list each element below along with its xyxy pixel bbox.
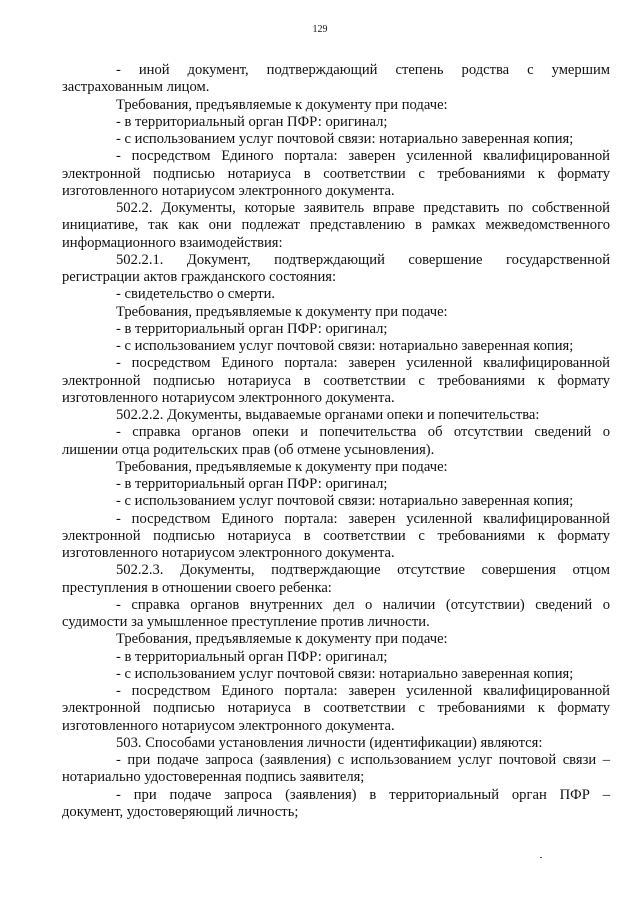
paragraph xyxy=(62,62,610,97)
text-line: - посредством Единого портала: заверен усиленной квалифицированной xyxy=(116,355,610,372)
text-line: электронной подписью нотариуса в соответствии с требованиями к формату xyxy=(62,527,610,544)
document-body xyxy=(62,62,610,821)
paragraph xyxy=(62,649,610,666)
text-line: информационного взаимодействия: xyxy=(62,234,283,251)
text-line: - иной документ, подтверждающий степень родства с умершим xyxy=(116,62,610,78)
text-line: документ, удостоверяющий личность; xyxy=(62,803,299,820)
text-line: - с использованием услуг почтовой связи: нотариально заверенная копия; xyxy=(116,493,574,510)
text-line: 503. Способами установления личности (идентификации) являются: xyxy=(116,734,543,751)
text-line: - свидетельство о смерти. xyxy=(116,286,276,303)
text-line: - при подаче запроса (заявления) в территориальный орган ПФР – xyxy=(116,786,610,803)
page-number: 129 xyxy=(312,24,328,35)
text-line: - при подаче запроса (заявления) с использованием услуг почтовой связи – xyxy=(116,752,610,768)
paragraph xyxy=(62,355,610,407)
text-line: застрахованным лицом. xyxy=(62,79,210,96)
text-line: - в территориальный орган ПФР: оригинал; xyxy=(116,476,388,492)
text-line: - посредством Единого портала: заверен усиленной квалифицированной xyxy=(116,683,610,699)
text-line: - с использованием услуг почтовой связи: нотариально заверенная копия; xyxy=(116,338,574,354)
paragraph xyxy=(62,597,610,632)
paragraph xyxy=(62,752,610,787)
text-line: - посредством Единого портала: заверен усиленной квалифицированной xyxy=(116,510,610,527)
text-line: - с использованием услуг почтовой связи: нотариально заверенная копия; xyxy=(116,665,574,682)
text-line: изготовленного нотариусом электронного документа. xyxy=(62,389,395,406)
text-line: лишении отца родительских прав (об отмене усыновления). xyxy=(62,441,435,458)
paragraph xyxy=(62,321,610,338)
text-line: 502.2.2. Документы, выдаваемые органами опеки и попечительства: xyxy=(116,407,540,423)
paragraph xyxy=(62,131,610,148)
text-line: - в территориальный орган ПФР: оригинал; xyxy=(116,320,388,337)
text-line: - справка органов опеки и попечительства об отсутствии сведений о xyxy=(116,424,610,441)
text-line: инициативе, так как они подлежат представлению в рамках межведомственного xyxy=(62,217,610,234)
text-line: 502.2.1. Документ, подтверждающий совершение государственной xyxy=(116,251,610,268)
paragraph xyxy=(62,511,610,563)
paragraph xyxy=(62,459,610,476)
text-line: преступления в отношении своего ребенка: xyxy=(62,579,332,596)
scan-speck xyxy=(540,857,542,858)
text-line: - с использованием услуг почтовой связи: нотариально заверенная копия; xyxy=(116,131,574,147)
text-line: изготовленного нотариусом электронного документа. xyxy=(62,545,395,561)
paragraph xyxy=(62,304,610,321)
text-line: электронной подписью нотариуса в соответствии с требованиями к формату xyxy=(62,165,610,182)
paragraph xyxy=(62,97,610,114)
text-line: Требования, предъявляемые к документу при подаче: xyxy=(116,303,448,320)
text-line: 502.2. Документы, которые заявитель вправе представить по собственной xyxy=(116,200,610,216)
text-line: Требования, предъявляемые к документу при подаче: xyxy=(116,458,448,475)
text-line: - посредством Единого портала: заверен усиленной квалифицированной xyxy=(116,148,610,165)
paragraph xyxy=(62,476,610,493)
paragraph xyxy=(62,631,610,648)
text-line: 502.2.3. Документы, подтверждающие отсутствие совершения отцом xyxy=(116,562,610,579)
paragraph xyxy=(62,683,610,735)
text-line: изготовленного нотариусом электронного документа. xyxy=(62,182,395,199)
paragraph xyxy=(62,200,610,252)
paragraph xyxy=(62,286,610,303)
paragraph xyxy=(62,407,610,424)
text-line: - в территориальный орган ПФР: оригинал; xyxy=(116,648,388,665)
paragraph xyxy=(62,114,610,131)
text-line: нотариально удостоверенная подпись заявителя; xyxy=(62,769,365,786)
text-line: изготовленного нотариусом электронного документа. xyxy=(62,717,395,734)
text-line: - в территориальный орган ПФР: оригинал; xyxy=(116,113,388,130)
text-line: Требования, предъявляемые к документу при подаче: xyxy=(116,96,448,113)
text-line: электронной подписью нотариуса в соответствии с требованиями к формату xyxy=(62,372,610,389)
paragraph xyxy=(62,666,610,683)
paragraph xyxy=(62,148,610,200)
paragraph xyxy=(62,424,610,459)
text-line: - справка органов внутренних дел о наличии (отсутствии) сведений о xyxy=(116,596,610,613)
paragraph xyxy=(62,493,610,510)
text-line: Требования, предъявляемые к документу при подаче: xyxy=(116,631,448,648)
paragraph xyxy=(62,787,610,822)
paragraph xyxy=(62,562,610,597)
paragraph xyxy=(62,338,610,355)
text-line: электронной подписью нотариуса в соответствии с требованиями к формату xyxy=(62,700,610,717)
paragraph xyxy=(62,252,610,287)
text-line: регистрации актов гражданского состояния: xyxy=(62,269,337,285)
paragraph xyxy=(62,735,610,752)
text-line: судимости за умышленное преступление против личности. xyxy=(62,614,430,630)
